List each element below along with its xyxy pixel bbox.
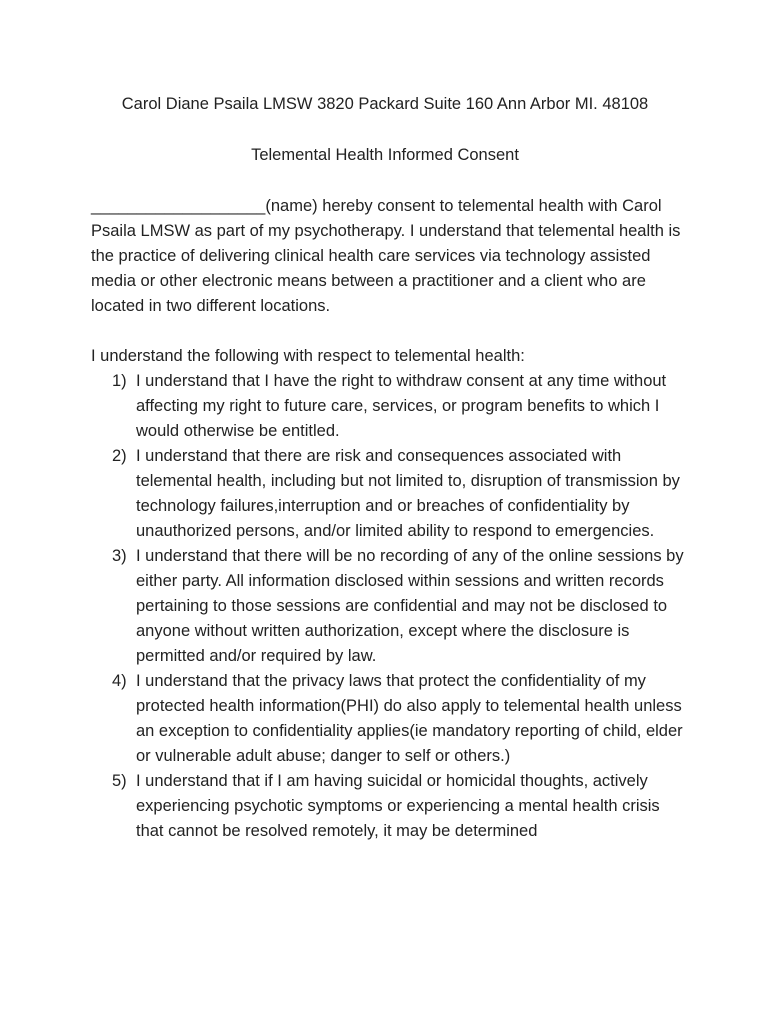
list-item-text: I understand that there are risk and consequences associated with telemental health, including but not limited to, disruption of transmission by technology failures,interruption and or breaches of confidentiality by unauthorized persons, and/or limited ability to respond to emergencies. <box>136 447 680 540</box>
document-title: Telemental Health Informed Consent <box>251 146 519 164</box>
list-item-text: I understand that if I am having suicidal or homicidal thoughts, actively experiencing psychotic symptoms or experiencing a mental health crisis that cannot be resolved remotely, it may be determined <box>136 772 660 840</box>
list-item <box>91 769 691 844</box>
list-item-number: 4) <box>112 672 127 690</box>
practitioner-header: Carol Diane Psaila LMSW 3820 Packard Suite 160 Ann Arbor MI. 48108 <box>121 95 649 113</box>
consent-list <box>91 369 691 844</box>
consent-paragraph: ___________________(name) hereby consent to telemental health with Carol Psaila LMSW as part of my psychotherapy. I understand that telemental health is the practice of delivering clinical health care services via technology assisted media or other electronic means between a practitioner and a client who are located in two different locations. <box>91 197 681 315</box>
list-item-text: I understand that the privacy laws that protect the confidentiality of my protected health information(PHI) do also apply to telemental health unless an exception to confidentiality applies(ie mandatory reporting of child, elder or vulnerable adult abuse; danger to self or others.) <box>136 672 683 765</box>
list-item-number: 3) <box>112 547 127 565</box>
list-intro: I understand the following with respect to telemental health: <box>91 347 525 365</box>
list-item <box>91 369 691 444</box>
list-item-number: 2) <box>112 447 127 465</box>
list-item-number: 1) <box>112 372 127 390</box>
list-item <box>91 444 691 544</box>
list-item-text: I understand that there will be no recording of any of the online sessions by either party. All information disclosed within sessions and written records pertaining to those sessions are confidential and may not be disclosed to anyone without written authorization, except where the disclosure is permitted and/or required by law. <box>136 547 684 665</box>
list-item-number: 5) <box>112 772 127 790</box>
list-item-text: I understand that I have the right to withdraw consent at any time without affecting my right to future care, services, or program benefits to which I would otherwise be entitled. <box>136 372 667 440</box>
list-item <box>91 669 691 769</box>
list-item <box>91 544 691 669</box>
